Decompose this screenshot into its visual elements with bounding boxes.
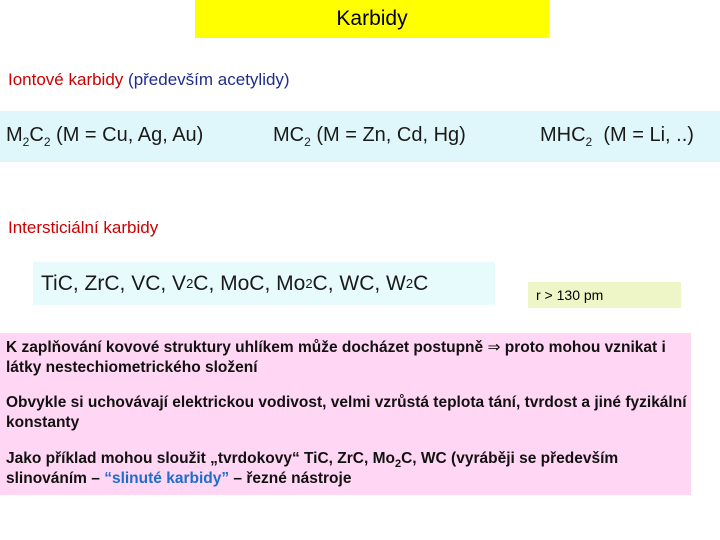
carbide-list-box	[33, 262, 495, 305]
paragraph-properties	[6, 393, 688, 433]
formula-text: C	[29, 124, 44, 146]
carbide-list-text: TiC, ZrC, VC, V	[41, 271, 187, 295]
carbides-term: karbidy	[166, 470, 222, 487]
implies-arrow-icon: ⇒	[487, 338, 501, 356]
paragraph-text: proto mohou vznikat i látky nestechiometrického složení	[6, 339, 666, 376]
formula-text: (M = Cu, Ag, Au)	[50, 124, 204, 146]
formula-subscript: 2	[43, 135, 51, 149]
formula-mhc2	[540, 124, 694, 149]
formula-text: MC	[273, 124, 305, 146]
ionic-carbides-heading	[8, 70, 290, 90]
interstitial-carbides-heading	[8, 218, 158, 238]
ionic-carbides-note: (především acetylidy)	[128, 70, 290, 89]
slide-title	[195, 0, 549, 38]
carbide-list-text: C, MoC, Mo	[193, 271, 306, 295]
quote-mark: “	[104, 470, 112, 487]
sintered-term: slinuté	[111, 470, 162, 487]
formula-text: MHC	[540, 124, 586, 146]
formula-subscript: 2	[22, 135, 30, 149]
paragraph-text: Obvykle si uchovávají elektrickou vodivost, velmi vzrůstá teplota tání, tvrdost a jiné fyzikální konstanty	[6, 394, 687, 431]
paragraph-text: K zaplňování kovové struktury uhlíkem může docházet postupně	[6, 339, 488, 356]
paragraph-subscript: 2	[394, 458, 402, 471]
ionic-carbides-label: Iontové karbidy	[8, 70, 124, 89]
paragraph-text: – řezné nástroje	[229, 470, 352, 487]
slide-title-text: Karbidy	[336, 7, 408, 30]
formula-text: (M = Zn, Cd, Hg)	[310, 124, 466, 146]
formula-text: M	[6, 124, 23, 146]
carbide-list-subscript: 2	[305, 276, 313, 291]
carbide-list-subscript: 2	[405, 276, 414, 291]
formula-mc2	[273, 124, 466, 149]
carbide-list-text: C	[413, 271, 429, 295]
paragraph-examples	[6, 449, 688, 489]
radius-note-text: r > 130 pm	[536, 287, 604, 303]
paragraph-text: C, WC (vyráběji se především slinováním –	[6, 450, 619, 487]
formula-subscript: 2	[304, 135, 311, 149]
carbide-list-text: C, WC, W	[312, 271, 406, 295]
radius-note-box	[528, 282, 681, 308]
quote-mark: ”	[221, 470, 230, 487]
formula-text: (M = Li, ..)	[592, 124, 694, 146]
carbide-list-subscript: 2	[186, 276, 194, 291]
formula-m2c2	[6, 124, 203, 149]
interstitial-carbides-label: Intersticiální karbidy	[8, 218, 159, 237]
paragraph-text: Jako příklad mohou sloužit „tvrdokovy“ TiC, ZrC, Mo	[6, 450, 395, 467]
formula-subscript: 2	[585, 135, 593, 149]
paragraph-filling	[6, 337, 688, 378]
